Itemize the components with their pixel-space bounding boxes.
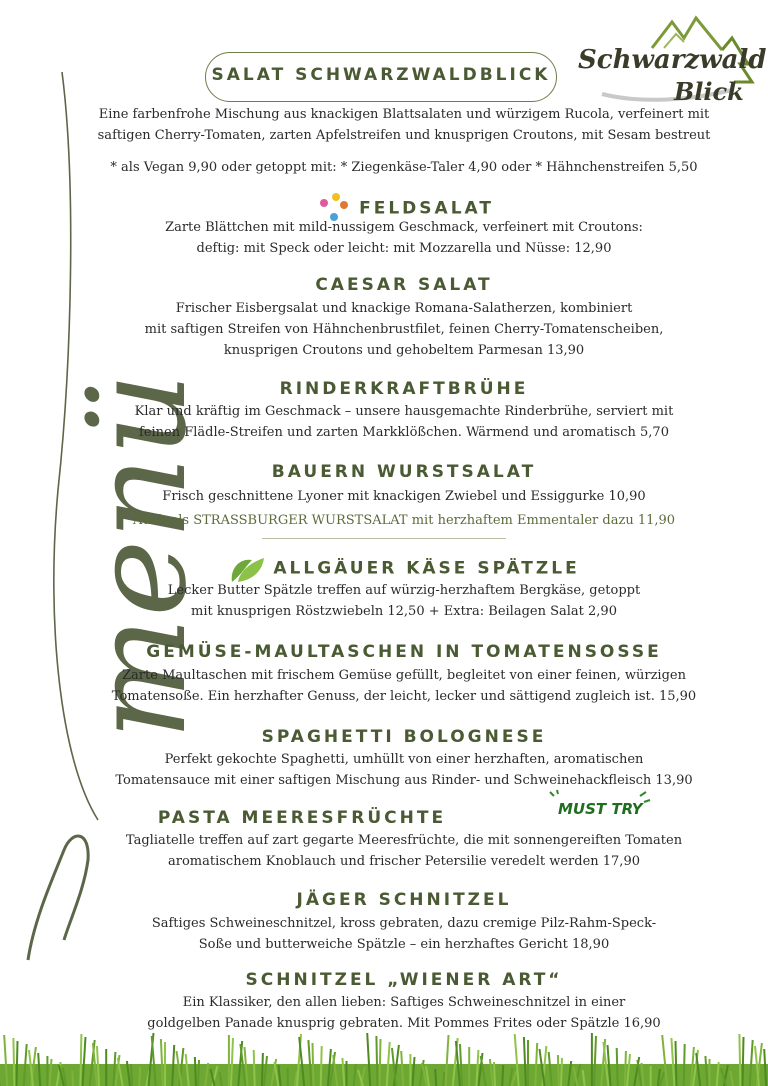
salat-schwarzwaldblick-title: SALAT SCHWARZWALDBLICK <box>211 65 551 85</box>
grass-blade <box>139 1067 140 1086</box>
grass-blade <box>743 1037 744 1086</box>
bauern-wurstsalat-title: BAUERN WURSTSALAT <box>271 462 537 482</box>
description-line: mit saftigen Streifen von Hähnchenbrustfilet, feinen Cherry-Tomatenscheiben, <box>144 322 664 337</box>
schnitzel-wiener-art-title: SCHNITZEL „WIENER ART“ <box>245 970 563 990</box>
description-line: saftigen Cherry-Tomaten, zarten Apfelstreifen und knusprigen Croutons, mit Sesam bestreut <box>97 128 711 143</box>
allgaeuer-description <box>40 580 768 622</box>
spaghetti-bolognese-title: SPAGHETTI BOLOGNESE <box>261 727 547 747</box>
pasta-meeresfruechte-title: PASTA MEERESFRÜCHTE <box>157 808 447 828</box>
grass-blade <box>502 1065 503 1086</box>
grass-blade <box>443 1072 444 1086</box>
schwarzwald-blick-logo <box>572 8 767 108</box>
description-line: Klar und kräftig im Geschmack – unsere hausgemachte Rinderbrühe, serviert mit <box>134 404 674 419</box>
description-line: Tomatensauce mit einer saftigen Mischung aus Rinder- und Schweinehackfleisch 13,90 <box>115 773 693 788</box>
must-try-label: MUST TRY <box>558 800 643 818</box>
description-line: mit knusprigen Röstzwiebeln 12,50 + Extra: Beilagen Salat 2,90 <box>191 604 617 619</box>
salat-options-note: * als Vegan 9,90 oder getoppt mit: * Ziegenkäse-Taler 4,90 oder * Hähnchenstreifen 5,50 <box>110 160 698 175</box>
grass-blade <box>676 1041 677 1086</box>
grass-blade <box>558 1055 559 1086</box>
rinderkraftbruehe-description <box>40 401 768 443</box>
grass-blade <box>80 1034 81 1086</box>
grass-blade <box>739 1034 740 1086</box>
gemuese-maultaschen-title: GEMÜSE-MAULTASCHEN IN TOMATENSOSSE <box>146 642 662 662</box>
grass-blade <box>262 1053 263 1086</box>
description-line: Tomatensoße. Ein herzhafter Genuss, der leicht, lecker und sättigend zugleich ist. 15,90 <box>111 689 697 704</box>
grass-blade <box>684 1044 685 1086</box>
caesar-salat-description <box>40 298 768 361</box>
description-line: Ein Klassiker, den allen lieben: Saftiges Schweineschnitzel in einer <box>182 995 626 1010</box>
description-line: Lecker Butter Spätzle treffen auf würzig-herzhaftem Bergkäse, getoppt <box>167 583 641 598</box>
strassburger-variant-line: Auch als STRASSBURGER WURSTSALAT mit herzhaftem Emmentaler dazu 11,90 <box>132 513 676 528</box>
grass-blade <box>72 1071 73 1086</box>
grass-blade <box>617 1048 618 1086</box>
grass-blade <box>13 1038 14 1086</box>
description-line: goldgelben Panade knusprig gebraten. Mit Pommes Frites oder Spätzle 16,90 <box>147 1016 661 1031</box>
grass-blade <box>254 1050 255 1086</box>
caesar-salat-title: CAESAR SALAT <box>315 275 493 295</box>
gemuese-maultaschen-description <box>40 665 768 707</box>
feldsalat-description <box>40 217 768 259</box>
description-line: Perfekt gekochte Spaghetti, umhüllt von einer herzhaften, aromatischen <box>164 752 644 767</box>
feldsalat-title: FELDSALAT <box>359 198 494 219</box>
must-try-badge <box>548 790 652 822</box>
grass-blade <box>494 1062 495 1086</box>
description-line: Zarte Maultaschen mit frischem Gemüse gefüllt, begleitet von einer feinen, würzigen <box>122 668 686 683</box>
rinderkraftbruehe-title: RINDERKRAFTBRÜHE <box>279 379 529 399</box>
description-line: aromatischem Knoblauch und frischer Petersilie veredelt werden 17,90 <box>168 854 640 869</box>
jaeger-schnitzel-title: JÄGER SCHNITZEL <box>296 890 512 910</box>
grass-border-decoration <box>0 1028 768 1086</box>
grass-blade <box>435 1069 436 1086</box>
description-line: Soße und butterweiche Spätzle – ein herzhaftes Gericht 18,90 <box>198 937 610 952</box>
description-line: Eine farbenfrohe Mischung aus knackigen Blattsalaten und würzigem Rucola, verfeinert mit <box>98 107 710 122</box>
grass-blade <box>321 1046 322 1086</box>
pasta-meeresfruechte-description <box>40 830 768 872</box>
grass-blade <box>313 1043 314 1086</box>
grass-blade <box>17 1041 18 1086</box>
description-line: Tagliatelle treffen auf zart gegarte Meeresfrüchte, die mit sonnengereiften Tomaten <box>125 833 683 848</box>
jaeger-schnitzel-description <box>40 913 768 955</box>
section-divider <box>262 538 506 539</box>
grass-blade <box>195 1057 196 1086</box>
grass-blade <box>625 1051 626 1086</box>
grass-blade <box>376 1036 377 1086</box>
spaghetti-bolognese-description <box>40 749 768 791</box>
description-line: Zarte Blättchen mit mild-nussigem Geschmack, verfeinert mit Croutons: <box>165 220 643 235</box>
logo-line2: Blick <box>674 77 744 106</box>
allgaeuer-kaese-spaetzle-title: ALLGÄUER KÄSE SPÄTZLE <box>273 558 580 579</box>
description-line: deftig: mit Speck oder leicht: mit Mozzarella und Nüsse: 12,90 <box>196 241 612 256</box>
description-line: knusprigen Croutons und gehobeltem Parmesan 13,90 <box>223 343 585 358</box>
grass-blade <box>561 1058 562 1086</box>
salat-schwarzwaldblick-description <box>40 104 768 146</box>
logo-line1: Schwarzwald <box>578 45 767 75</box>
grass-blade <box>131 1064 132 1086</box>
description-line: feinen Flädle-Streifen und zarten Markklößchen. Wärmend und aromatisch 5,70 <box>139 425 669 440</box>
bauern-wurstsalat-description: Frisch geschnittene Lyoner mit knackigen Zwiebel und Essiggurke 10,90 <box>162 489 646 504</box>
grass-blade <box>198 1060 199 1086</box>
grass-blade <box>380 1039 381 1086</box>
description-line: Saftiges Schweineschnitzel, kross gebraten, dazu cremige Pilz-Rahm-Speck- <box>151 916 657 931</box>
menu-script-word: menü <box>63 372 215 740</box>
description-line: Frischer Eisbergsalat und knackige Romana-Salatherzen, kombiniert <box>175 301 633 316</box>
